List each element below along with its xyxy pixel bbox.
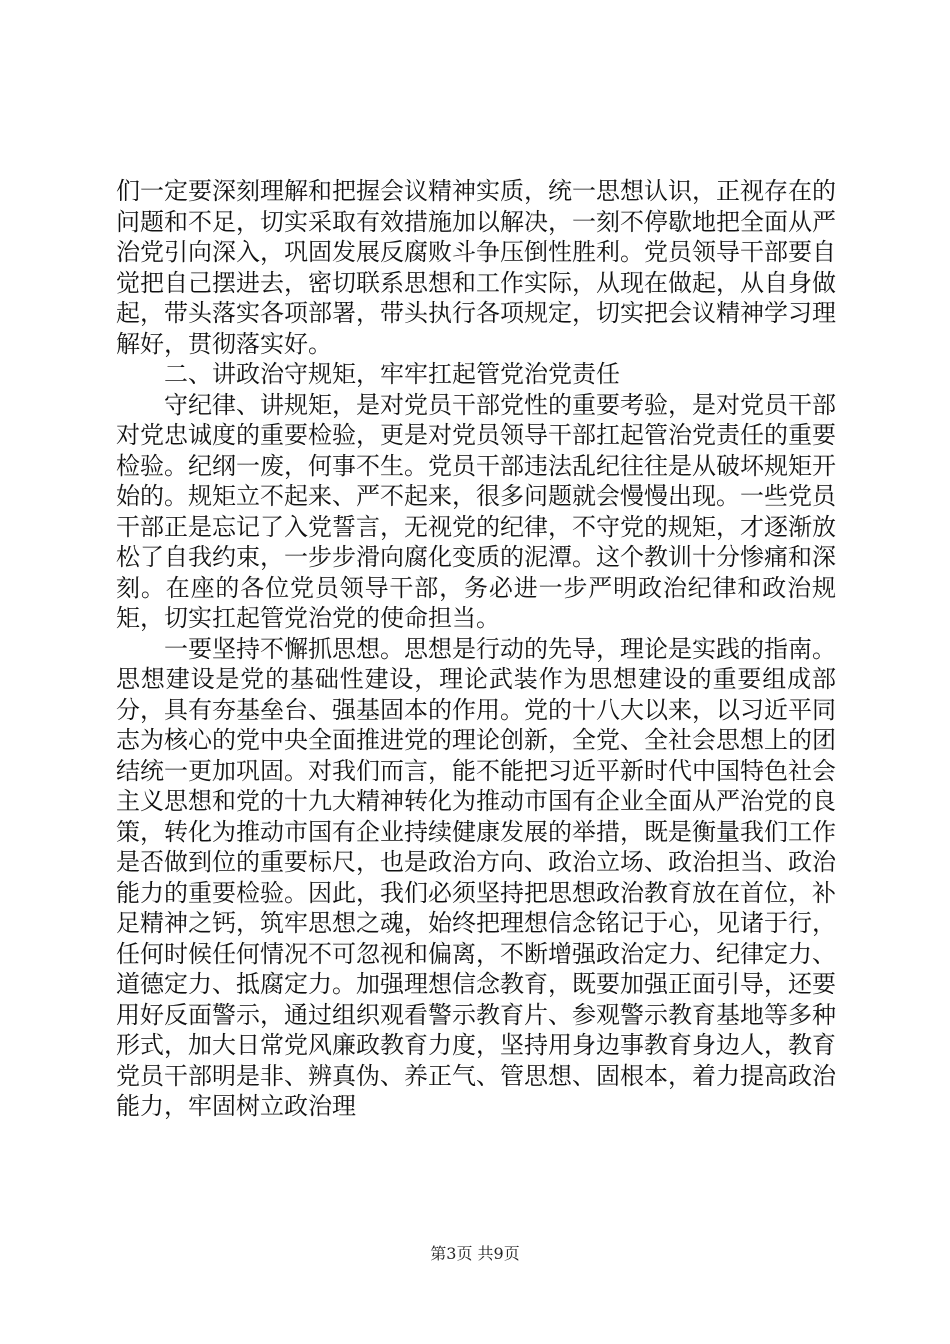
document-body (116, 176, 836, 1122)
paragraph-discipline: 守纪律、讲规矩，是对党员干部党性的重要考验，是对党员干部对党忠诚度的重要检验，更是对党员领导干部扛起管治党责任的重要检验。纪纲一废，何事不生。党员干部违法乱纪往往是从破坏规矩开始的。规矩立不起来、严不起来，很多问题就会慢慢出现。一些党员干部正是忘记了入党誓言，无视党的纪律，不守党的规矩，才逐渐放松了自我约束，一步步滑向腐化变质的泥潭。这个教训十分惨痛和深刻。在座的各位党员领导干部，务必进一步严明政治纪律和政治规矩，切实扛起管党治党的使命担当。 (116, 390, 836, 632)
section-heading: 二、讲政治守规矩，牢牢扛起管党治党责任 (164, 360, 620, 388)
paragraph-thought: 一要坚持不懈抓思想。思想是行动的先导，理论是实践的指南。思想建设是党的基础性建设，理论武装作为思想建设的重要组成部分，具有夯基垒台、强基固本的作用。党的十八大以来，以习近平同志为核心的党中央全面推进党的理论创新，全党、全社会思想上的团结统一更加巩固。对我们而言，能不能把习近平新时代中国特色社会主义思想和党的十九大精神转化为推动市国有企业全面从严治党的良策，转化为推动市国有企业持续健康发展的举措，既是衡量我们工作是否做到位的重要标尺，也是政治方向、政治立场、政治担当、政治能力的重要检验。因此，我们必须坚持把思想政治教育放在首位，补足精神之钙，筑牢思想之魂，始终把理想信念铭记于心，见诸于行，任何时候任何情况不可忽视和偏离，不断增强政治定力、纪律定力、道德定力、抵腐定力。加强理想信念教育，既要加强正面引导，还要用好反面警示，通过组织观看警示教育片、参观警示教育基地等多种形式，加大日常党风廉政教育力度，坚持用身边事教育身边人，教育党员干部明是非、辨真伪、养正气、管思想、固根本，着力提高政治能力，牢固树立政治理 (116, 634, 836, 1120)
page-number-footer: 第3页 共9页 (430, 1244, 520, 1263)
paragraph-continuation: 们一定要深刻理解和把握会议精神实质，统一思想认识，正视存在的问题和不足，切实采取有效措施加以解决，一刻不停歇地把全面从严治党引向深入，巩固发展反腐败斗争压倒性胜利。党员领导干部要自觉把自己摆进去，密切联系思想和工作实际，从现在做起，从自身做起，带头落实各项部署，带头执行各项规定，切实把会议精神学习理解好，贯彻落实好。 (116, 177, 836, 358)
